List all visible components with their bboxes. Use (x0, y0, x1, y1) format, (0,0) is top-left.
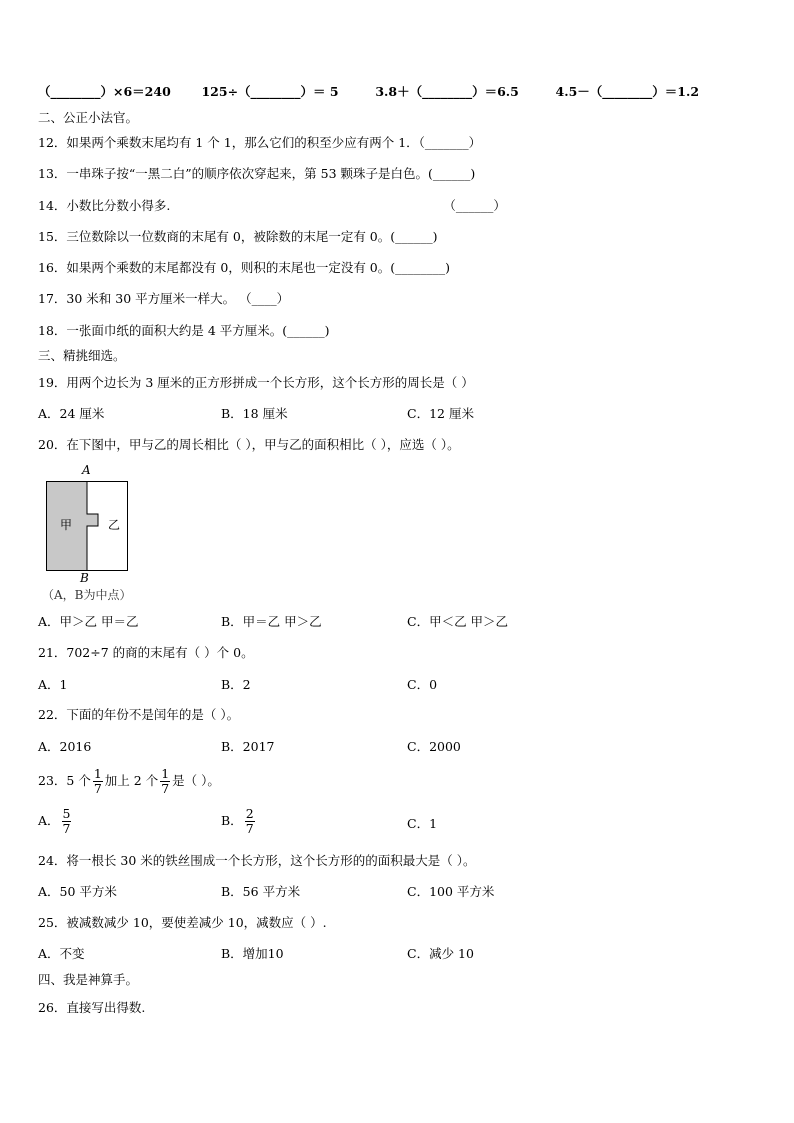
section-2-title: 二、公正小法官。 (38, 110, 139, 125)
question-21: 21．702÷7 的商的末尾有（ ）个 0。 (38, 645, 254, 660)
question-14-text: 14．小数比分数小得多. (38, 198, 171, 213)
q25-option-c: C．减少 10 (407, 946, 474, 961)
q23-option-b: B． $\frac{2}{7}$ (221, 806, 254, 836)
figure-label-yi: 乙 (108, 518, 121, 532)
question-14-blank: （______） (443, 198, 506, 213)
question-22: 22．下面的年份不是闰年的是（ ）。 (38, 707, 240, 722)
blank-eq-3: 3.8＋（________）＝6.5 (375, 84, 519, 99)
question-19: 19．用两个边长为 3 厘米的正方形拼成一个长方形，这个长方形的周长是（ ） (38, 375, 474, 390)
q23-fraction-2: $\frac{1}{7}$ (161, 766, 170, 796)
q24-option-a: A．50 平方米 (38, 884, 117, 899)
q19-option-b: B．18 厘米 (221, 406, 288, 421)
q24-option-b: B．56 平方米 (221, 884, 301, 899)
question-12: 12．如果两个乘数末尾均有 1 个 1，那么它们的积至少应有两个 1．（_______） (38, 135, 482, 150)
question-15: 15．三位数除以一位数商的末尾有 0，被除数的末尾一定有 0。(______) (38, 229, 438, 244)
question-26: 26．直接写出得数. (38, 1000, 146, 1015)
figure-label-jia: 甲 (60, 518, 73, 532)
question-17: 17．30 米和 30 平方厘米一样大。 （____） (38, 291, 290, 306)
section-3-title: 三、精挑细选。 (38, 348, 126, 363)
question-20: 20．在下图中，甲与乙的周长相比（ ），甲与乙的面积相比（ ），应选（ ）。 (38, 437, 460, 452)
q21-option-c: C．0 (407, 677, 438, 692)
q23-stem-mid: 加上 2 个 (104, 773, 159, 788)
q20-option-a: A．甲＞乙 甲＝乙 (38, 614, 139, 629)
q23-option-c: C．1 (407, 816, 438, 831)
question-25: 25．被减数减少 10，要使差减少 10，减数应（ ）. (38, 915, 327, 930)
q20-option-b: B．甲＝乙 甲＞乙 (221, 614, 322, 629)
q22-option-c: C．2000 (407, 739, 461, 754)
blank-eq-1: （________）×6＝240 (38, 84, 171, 99)
q23-stem-pre: 23．5 个 (38, 773, 91, 788)
question-24: 24．将一根长 30 米的铁丝围成一个长方形，这个长方形的的面积最大是（ ）。 (38, 853, 476, 868)
figure-label-a: A (82, 463, 91, 477)
blank-eq-4: 4.5－（________）＝1.2 (555, 84, 700, 99)
figure-label-b: B (80, 571, 89, 585)
q21-option-a: A．1 (38, 677, 68, 692)
q19-option-c: C．12 厘米 (407, 406, 474, 421)
q23-stem-post: 是（ ）。 (172, 773, 220, 788)
q23-option-a: A． $\frac{5}{7}$ (38, 806, 71, 836)
figure-caption: （A，B为中点） (42, 588, 132, 602)
question-16: 16．如果两个乘数的末尾都没有 0，则积的末尾也一定没有 0。(________) (38, 260, 451, 275)
fill-in-row (38, 84, 699, 100)
q22-option-b: B．2017 (221, 739, 275, 754)
q25-option-b: B．增加10 (221, 946, 284, 961)
question-14 (38, 198, 506, 214)
q20-figure (38, 463, 148, 603)
q25-option-a: A．不变 (38, 946, 85, 961)
question-18: 18．一张面巾纸的面积大约是 4 平方厘米。(______) (38, 323, 330, 338)
q21-option-b: B．2 (221, 677, 251, 692)
q20-option-c: C．甲＜乙 甲＞乙 (407, 614, 509, 629)
q24-option-c: C．100 平方米 (407, 884, 495, 899)
blank-eq-2: 125÷（________）＝ 5 (201, 84, 339, 99)
q23-fraction-1: $\frac{1}{7}$ (93, 766, 102, 796)
q19-option-a: A．24 厘米 (38, 406, 105, 421)
q22-option-a: A．2016 (38, 739, 92, 754)
question-13: 13．一串珠子按“一黑二白”的顺序依次穿起来，第 53 颗珠子是白色。(______) (38, 166, 476, 181)
question-23 (38, 766, 220, 796)
section-4-title: 四、我是神算手。 (38, 972, 139, 987)
